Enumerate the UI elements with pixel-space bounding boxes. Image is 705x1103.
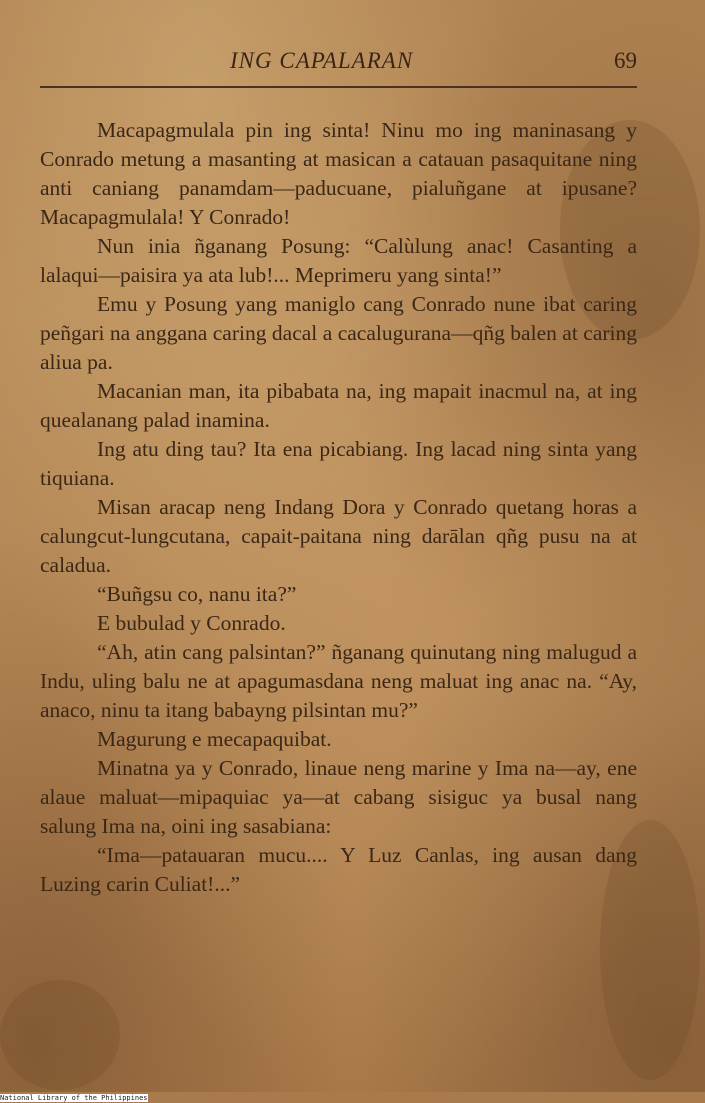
paragraph: Emu y Posung yang maniglo cang Conrado nune ibat caring peñgari na anggana caring dacal a cacalugurana—qñg balen at caring aliua pa. <box>40 292 637 374</box>
body-text <box>40 116 637 899</box>
paragraph: E bubulad y Conrado. <box>97 611 286 635</box>
paragraph: “Buñgsu co, nanu ita?” <box>97 582 297 606</box>
paragraph: “Ah, atin cang palsintan?” ñganang quinutang ning malugud a Indu, uling balu ne at apagumasdana neng maluat ing anac na. “Ay, anaco, ninu ta itang babayng pilsintan mu?” <box>40 640 637 722</box>
paragraph: Macapagmulala pin ing sinta! Ninu mo ing maninasang y Conrado metung a masanting at masican a catauan pasaquitane ning anti caniang panamdam—paducuane, pialuñgane at ipusane? Macapagmulala! Y Conrado! <box>40 118 637 229</box>
paragraph: Minatna ya y Conrado, linaue neng marine y Ima na—ay, ene alaue maluat—mipaquiac ya—at cabang sisiguc ya busal nang salung Ima na, oini ing sasabiana: <box>40 756 637 838</box>
paragraph: Misan aracap neng Indang Dora y Conrado quetang horas a calungcut-lungcutana, capait-paitana ning darālan qñg pusu na at caladua. <box>40 495 637 577</box>
running-title: ING CAPALARAN <box>230 48 414 73</box>
page-stain <box>0 980 120 1090</box>
footer-credit: National Library of the Philippines <box>0 1094 148 1102</box>
header-rule <box>40 86 637 88</box>
paragraph: Ing atu ding tau? Ita ena picabiang. Ing lacad ning sinta yang tiquiana. <box>40 437 637 490</box>
paragraph: “Ima—patauaran mucu.... Y Luz Canlas, ing ausan dang Luzing carin Culiat!...” <box>40 843 637 896</box>
paragraph: Magurung e mecapaquibat. <box>97 727 332 751</box>
paragraph: Nun inia ñganang Posung: “Calùlung anac! Casanting a lalaqui—paisira ya ata lub!... Meprimeru yang sinta!” <box>40 234 637 287</box>
page-header <box>40 44 637 80</box>
paragraph: Macanian man, ita pibabata na, ing mapait inacmul na, at ing quealanang palad inamina. <box>40 379 637 432</box>
page-number: 69 <box>614 48 637 73</box>
